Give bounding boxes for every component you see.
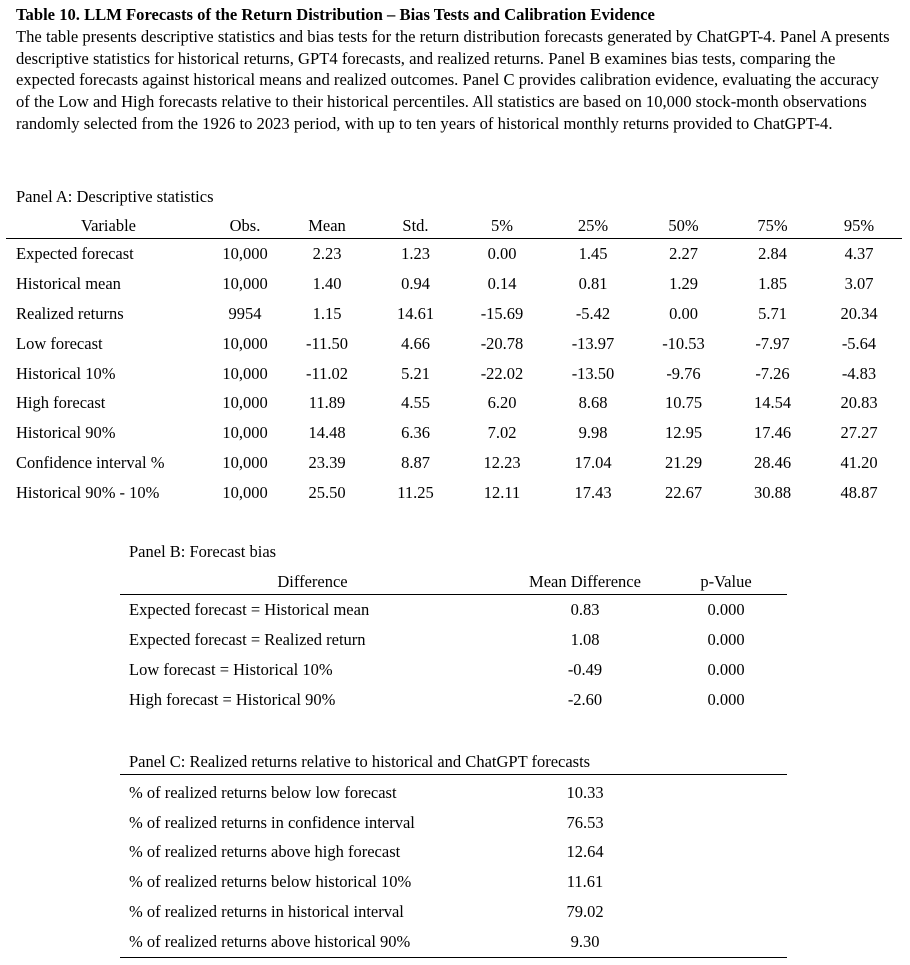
panel-c-title [120,752,787,775]
table-cell: 76.53 [566,812,604,832]
row-label: % of realized returns below historical 10% [129,872,412,892]
column-header: 25% [548,214,638,239]
table-cell: 6.20 [487,393,517,413]
table-cell: 17.46 [753,423,792,443]
row-label: Historical 90% - 10% [16,483,160,503]
table-cell: 0.000 [707,690,745,709]
table-row [120,685,787,715]
table-cell: 10,000 [222,363,268,383]
table-cell: 0.000 [707,660,745,679]
row-label: % of realized returns in confidence interval [129,812,415,832]
table-cell: -4.83 [841,363,877,383]
table-cell: 79.02 [566,902,604,922]
row-label: Expected forecast [16,243,134,263]
table-row [120,595,787,626]
column-header: p-Value [665,569,787,595]
table-cell: -22.02 [480,363,524,383]
table-cell: 9.98 [578,423,608,443]
row-label: Historical mean [16,273,121,293]
row-label: Low forecast = Historical 10% [129,660,333,679]
table-cell: 20.34 [840,303,878,323]
table-cell: -2.60 [567,690,603,709]
table-row [6,299,902,329]
row-label: Expected forecast = Historical mean [129,600,370,619]
row-label: Expected forecast = Realized return [129,630,366,649]
table-cell: 0.14 [487,273,517,293]
table-cell: 11.89 [308,393,346,413]
table-cell: 20.83 [840,393,878,413]
table-cell: 10,000 [222,333,268,353]
table-cell: 11.25 [397,483,434,503]
table-row [120,867,787,897]
table-row [120,897,787,927]
table-cell: -11.02 [305,363,348,383]
table-row [6,388,902,418]
column-header: Mean [279,214,375,239]
table-cell: 4.66 [401,333,430,353]
panel-b-table [120,569,787,715]
table-cell: -7.26 [755,363,790,383]
table-cell: 1.29 [669,273,698,293]
panel-b-title: Panel B: Forecast bias [129,542,277,561]
table-cell: 2.27 [669,243,698,263]
row-label: Historical 10% [16,363,116,383]
table-cell: 10,000 [222,453,268,473]
table-cell: -10.53 [662,333,705,353]
table-cell: 0.000 [707,600,745,619]
table-row [6,329,902,359]
table-cell: 0.00 [669,303,698,323]
table-cell: -20.78 [480,333,524,353]
column-header: Mean Difference [505,569,665,595]
table-row [120,927,787,957]
table-cell: 10,000 [222,273,268,293]
table-cell: 14.48 [308,423,346,443]
table-cell: 7.02 [487,423,517,443]
table-cell: 17.04 [574,453,612,473]
panel-a-table [6,214,902,508]
table-cell: 12.23 [483,453,521,473]
table-cell: -13.50 [571,363,615,383]
table-cell: 8.68 [578,393,608,413]
panel-a-header-row [6,214,902,239]
table-cell: 9954 [228,303,262,323]
row-label: % of realized returns above high forecast [129,842,401,862]
table-cell: 0.000 [707,630,745,649]
table-cell: 6.36 [401,423,430,443]
table-cell: 17.43 [574,483,612,503]
table-cell: 14.54 [753,393,792,413]
table-cell: 12.95 [664,423,703,443]
table-row [6,478,902,508]
row-label: % of realized returns in historical interval [129,902,404,922]
row-label: High forecast [16,393,106,413]
table-cell: 0.81 [578,273,608,293]
table-cell: 5.21 [401,363,430,383]
table-row [120,778,787,808]
table-caption [16,4,896,135]
table-cell: 1.23 [401,243,430,263]
row-label: Realized returns [16,303,124,323]
table-cell: 4.55 [401,393,430,413]
table-cell: 10,000 [222,243,268,263]
table-cell: 8.87 [401,453,430,473]
row-label: Low forecast [16,333,103,353]
row-label: % of realized returns above historical 90% [129,931,411,951]
table-cell: -7.97 [755,333,790,353]
table-cell: 11.61 [566,872,604,892]
table-cell: 0.00 [487,243,517,263]
table-cell: 14.61 [396,303,435,323]
column-header: Std. [375,214,456,239]
table-cell: 1.85 [758,273,787,293]
row-label: Confidence interval % [16,453,165,473]
column-header: 50% [638,214,729,239]
table-cell: -0.49 [567,660,603,679]
table-cell: 10,000 [222,483,268,503]
table-cell: 1.15 [312,303,342,323]
table-cell: 48.87 [840,483,878,503]
table-description: The table presents descriptive statistics and bias tests for the return distribution forecasts generated by ChatGPT-4. Panel A presents descriptive statistics for historical returns, GPT4 forecasts, and realized returns. Panel B examines bias tests, comparing the expected forecasts against historical means and realized outcomes. Panel C provides calibration evidence, evaluating the accuracy of the Low and High forecasts relative to their historical percentiles. All statistics are based on 10,000 stock-month observations randomly selected from the 1926 to 2023 period, with up to ten years of historical monthly returns provided to ChatGPT-4. [16,26,890,133]
table-cell: 0.94 [401,273,430,293]
panel-a-title: Panel A: Descriptive statistics [16,187,214,206]
table-cell: -13.97 [571,333,615,353]
table-cell: 2.84 [758,243,787,263]
column-header: Variable [6,214,211,239]
table-row [120,655,787,685]
table-row [6,239,902,269]
table-cell: 1.40 [312,273,342,293]
table-cell: 12.64 [566,842,604,862]
row-label: High forecast = Historical 90% [129,690,336,709]
table-cell: -15.69 [480,303,524,323]
table-cell: 4.37 [844,243,874,263]
table-cell: -5.42 [575,303,611,323]
table-row [6,448,902,478]
column-header: 5% [456,214,548,239]
table-row [120,838,787,868]
column-header: Obs. [211,214,279,239]
table-cell: 23.39 [308,453,346,473]
table-cell: 10.33 [566,782,604,802]
table-cell: 30.88 [753,483,792,503]
table-cell: 1.45 [578,243,608,263]
table-row [6,359,902,389]
table-cell: -11.50 [305,333,348,353]
column-header: Difference [120,569,505,595]
table-cell: 2.23 [312,243,342,263]
table-cell: 22.67 [664,483,703,503]
column-header: 75% [729,214,816,239]
table-cell: 9.30 [570,931,600,951]
panel-b-header-row [120,569,787,595]
panel-c-table [120,778,787,958]
table-cell: 10,000 [222,393,268,413]
table-cell: 0.83 [570,600,600,619]
table-cell: 28.46 [753,453,792,473]
table-row [6,418,902,448]
table-cell: -9.76 [666,363,701,383]
row-label: Historical 90% [16,423,116,443]
table-cell: 5.71 [758,303,787,323]
table-title: Table 10. LLM Forecasts of the Return Distribution – Bias Tests and Calibration Evidence [16,5,655,24]
panel-c-title-text: Panel C: Realized returns relative to historical and ChatGPT forecasts [129,752,591,771]
table-cell: 10,000 [222,423,268,443]
table-row [120,625,787,655]
table-cell: 27.27 [840,423,878,443]
table-cell: 10.75 [664,393,703,413]
table-cell: 1.08 [570,630,600,649]
table-row [120,808,787,838]
table-cell: 25.50 [308,483,346,503]
column-header: 95% [816,214,902,239]
table-cell: -5.64 [841,333,877,353]
table-cell: 41.20 [840,453,878,473]
table-cell: 12.11 [483,483,521,503]
table-cell: 21.29 [664,453,703,473]
table-cell: 3.07 [844,273,874,293]
row-label: % of realized returns below low forecast [129,782,397,802]
table-row [6,269,902,299]
